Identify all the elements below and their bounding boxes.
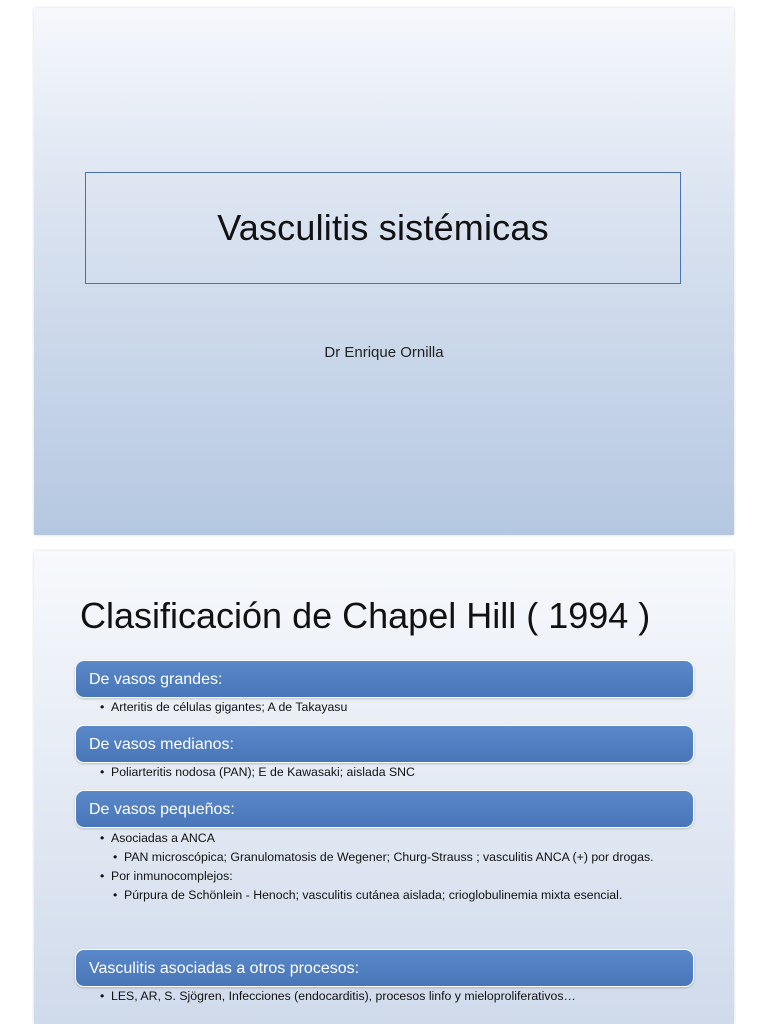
- list-item: • LES, AR, S. Sjögren, Infecciones (endocarditis), procesos linfo y mieloproliferativos…: [75, 987, 694, 1006]
- list-item: • Por inmunocomplejos:: [75, 867, 694, 886]
- section-header: De vasos medianos:: [75, 725, 694, 763]
- slide-title: Vasculitis sistémicas: [217, 207, 549, 248]
- classification-title: Clasificación de Chapel Hill ( 1994 ): [80, 595, 651, 636]
- list-item: • Poliarteritis nodosa (PAN); E de Kawasaki; aislada SNC: [75, 763, 694, 782]
- section-other-processes: [75, 949, 694, 1006]
- list-item: • Arteritis de células gigantes; A de Takayasu: [75, 698, 694, 717]
- classification-slide: [34, 551, 734, 1024]
- bullet-list: [75, 987, 694, 1006]
- section-header: Vasculitis asociadas a otros procesos:: [75, 949, 694, 987]
- section-header: De vasos grandes:: [75, 660, 694, 698]
- list-item: • Asociadas a ANCA: [75, 829, 694, 848]
- title-box: [85, 172, 681, 284]
- section-small-vessels: [75, 790, 694, 905]
- bullet-list: [75, 828, 694, 905]
- list-item: • PAN microscópica; Granulomatosis de Wegener; Churg-Strauss ; vasculitis ANCA (+) por drogas.: [75, 848, 694, 867]
- bullet-list: [75, 698, 694, 717]
- section-header: De vasos pequeños:: [75, 790, 694, 828]
- title-slide: [34, 8, 734, 535]
- slide-author: Dr Enrique Ornilla: [324, 344, 444, 361]
- section-medium-vessels: [75, 725, 694, 782]
- bullet-list: [75, 763, 694, 782]
- section-large-vessels: [75, 660, 694, 717]
- list-item: • Púrpura de Schönlein - Henoch; vasculitis cutánea aislada; crioglobulinemia mixta esencial.: [75, 886, 694, 905]
